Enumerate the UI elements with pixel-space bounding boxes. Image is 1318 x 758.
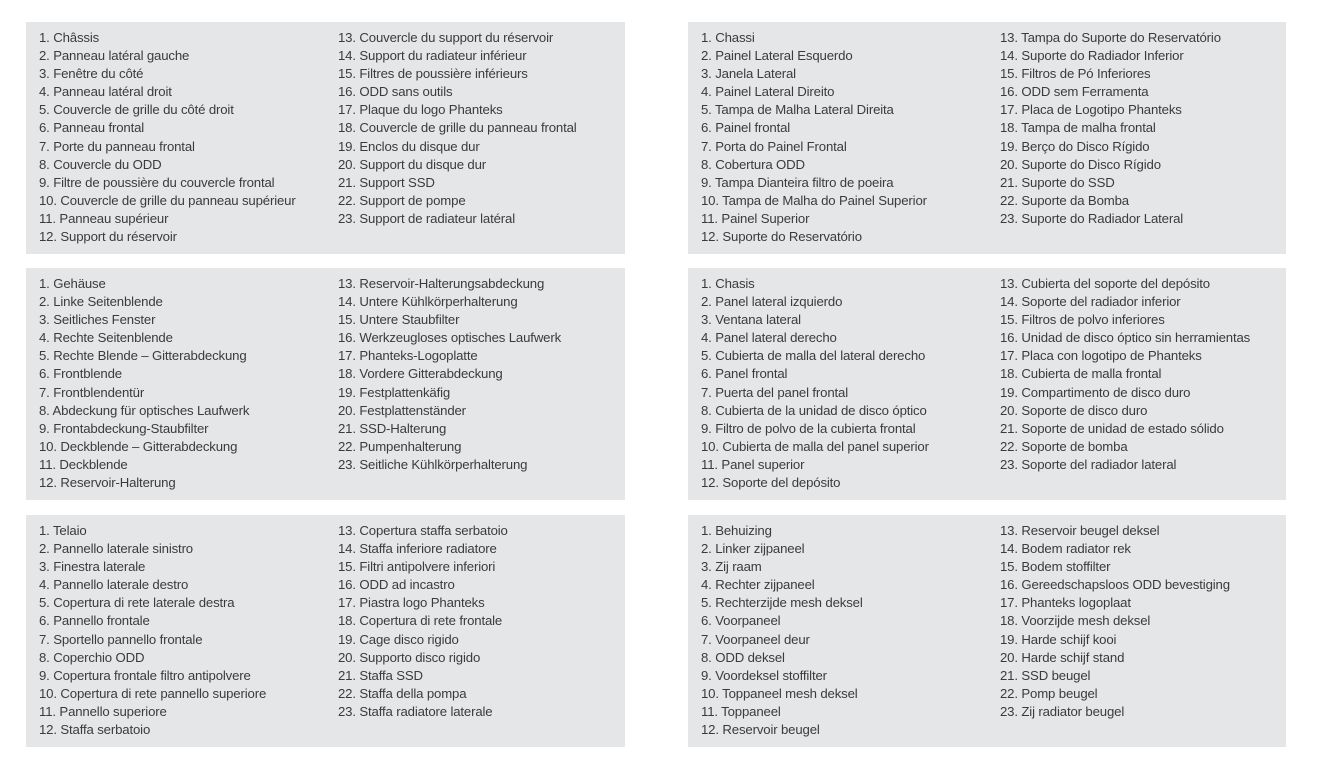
parts-list-dutch-13-23: [1000, 522, 1282, 721]
parts-panel-french: [26, 22, 625, 254]
parts-list-item: 16. ODD ad incastro: [338, 577, 455, 593]
parts-list-item: 19. Berço do Disco Rígido: [1000, 138, 1150, 154]
parts-list-item: 17. Phanteks logoplaat: [1000, 595, 1131, 611]
parts-panel-italian: [26, 515, 625, 747]
parts-list-item: 8. Couvercle du ODD: [39, 156, 162, 172]
parts-list-item: 16. Gereedschapsloos ODD bevestiging: [1000, 577, 1230, 593]
parts-list-item: 2. Pannello laterale sinistro: [39, 541, 193, 557]
parts-list-item: 11. Pannello superiore: [39, 703, 167, 719]
parts-list-item: 20. Suporte do Disco Rígido: [1000, 156, 1161, 172]
parts-list-item: 16. ODD sans outils: [338, 84, 453, 100]
parts-list-item: 1. Chassi: [701, 30, 755, 45]
parts-list-item: 12. Staffa serbatoio: [39, 722, 151, 738]
parts-list-item: 9. Filtre de poussière du couvercle frontal: [39, 174, 275, 190]
parts-list-item: 5. Rechte Blende – Gitterabdeckung: [39, 348, 247, 364]
parts-list-item: 21. Suporte do SSD: [1000, 174, 1115, 190]
parts-list-item: 1. Châssis: [39, 30, 100, 45]
parts-list-item: 14. Suporte do Radiador Inferior: [1000, 48, 1184, 64]
parts-list-french-13-23: [338, 29, 621, 228]
parts-list-item: 21. SSD-Halterung: [338, 420, 447, 436]
parts-list-item: 13. Copertura staffa serbatoio: [338, 523, 508, 538]
parts-list-item: 7. Porte du panneau frontal: [39, 138, 195, 154]
parts-list-item: 7. Voorpaneel deur: [701, 631, 810, 647]
parts-list-item: 11. Panneau supérieur: [39, 210, 169, 226]
parts-list-item: 5. Copertura di rete laterale destra: [39, 595, 235, 611]
parts-list-item: 11. Toppaneel: [701, 703, 781, 719]
parts-list-item: 1. Gehäuse: [39, 276, 106, 291]
parts-list-item: 8. ODD deksel: [701, 649, 785, 665]
parts-list-item: 10. Tampa de Malha do Painel Superior: [701, 192, 927, 208]
parts-list-item: 5. Cubierta de malla del lateral derecho: [701, 348, 926, 364]
parts-list-item: 14. Bodem radiator rek: [1000, 541, 1131, 557]
parts-list-item: 23. Support de radiateur latéral: [338, 210, 516, 226]
parts-list-item: 13. Tampa do Suporte do Reservatório: [1000, 30, 1221, 45]
parts-list-item: 8. Cubierta de la unidad de disco óptico: [701, 402, 927, 418]
parts-list-item: 20. Harde schijf stand: [1000, 649, 1125, 665]
parts-list-item: 10. Deckblende – Gitterabdeckung: [39, 438, 238, 454]
parts-list-item: 14. Untere Kühlkörperhalterung: [338, 294, 518, 310]
parts-list-item: 23. Soporte del radiador lateral: [1000, 456, 1177, 472]
parts-list-item: 5. Couvercle de grille du côté droit: [39, 102, 234, 118]
parts-list-item: 14. Staffa inferiore radiatore: [338, 541, 497, 557]
parts-list-item: 7. Puerta del panel frontal: [701, 384, 848, 400]
parts-list-item: 12. Soporte del depósito: [701, 475, 841, 491]
parts-list-item: 4. Panneau latéral droit: [39, 84, 172, 100]
parts-list-item: 3. Fenêtre du côté: [39, 66, 144, 82]
parts-list-item: 9. Filtro de polvo de la cubierta frontal: [701, 420, 916, 436]
parts-list-item: 14. Soporte del radiador inferior: [1000, 294, 1181, 310]
parts-panel-dutch: [688, 515, 1286, 747]
parts-panel-spanish: [688, 268, 1286, 500]
parts-list-item: 12. Reservoir beugel: [701, 722, 820, 738]
parts-list-item: 22. Pumpenhalterung: [338, 438, 462, 454]
parts-list-german-1-12: [39, 275, 338, 492]
parts-list-item: 18. Voorzijde mesh deksel: [1000, 613, 1151, 629]
parts-list-item: 3. Zij raam: [701, 559, 762, 575]
parts-list-item: 20. Soporte de disco duro: [1000, 402, 1148, 418]
parts-list-item: 19. Cage disco rigido: [338, 631, 459, 647]
parts-list-item: 16. Werkzeugloses optisches Laufwerk: [338, 330, 562, 346]
parts-list-item: 9. Frontabdeckung-Staubfilter: [39, 420, 209, 436]
parts-list-item: 19. Enclos du disque dur: [338, 138, 480, 154]
parts-list-spanish-1-12: [701, 275, 1000, 492]
parts-list-item: 17. Placa con logotipo de Phanteks: [1000, 348, 1202, 364]
parts-list-item: 3. Janela Lateral: [701, 66, 796, 82]
parts-list-item: 3. Seitliches Fenster: [39, 312, 156, 328]
parts-list-item: 1. Telaio: [39, 523, 87, 538]
parts-list-item: 22. Staffa della pompa: [338, 685, 467, 701]
parts-list-item: 23. Seitliche Kühlkörperhalterung: [338, 456, 528, 472]
parts-list-item: 5. Rechterzijde mesh deksel: [701, 595, 863, 611]
parts-list-item: 8. Coperchio ODD: [39, 649, 145, 665]
parts-list-item: 2. Linker zijpaneel: [701, 541, 805, 557]
parts-list-item: 22. Soporte de bomba: [1000, 438, 1128, 454]
parts-list-german-13-23: [338, 275, 621, 474]
parts-list-item: 13. Reservoir-Halterungsabdeckung: [338, 276, 545, 291]
parts-panel-german: [26, 268, 625, 500]
parts-list-item: 18. Copertura di rete frontale: [338, 613, 503, 629]
parts-list-item: 4. Panel lateral derecho: [701, 330, 837, 346]
parts-list-item: 4. Rechte Seitenblende: [39, 330, 173, 346]
parts-list-item: 17. Piastra logo Phanteks: [338, 595, 485, 611]
parts-list-item: 15. Filtri antipolvere inferiori: [338, 559, 496, 575]
parts-list-item: 7. Sportello pannello frontale: [39, 631, 203, 647]
parts-list-item: 3. Finestra laterale: [39, 559, 146, 575]
parts-list-item: 19. Festplattenkäfig: [338, 384, 451, 400]
parts-list-item: 14. Support du radiateur inférieur: [338, 48, 527, 64]
parts-list-item: 10. Toppaneel mesh deksel: [701, 685, 858, 701]
parts-list-item: 20. Supporto disco rigido: [338, 649, 481, 665]
parts-list-item: 1. Chasis: [701, 276, 755, 291]
parts-panel-portuguese: [688, 22, 1286, 254]
parts-list-item: 22. Support de pompe: [338, 192, 466, 208]
parts-list-item: 15. Filtros de Pó Inferiores: [1000, 66, 1151, 82]
parts-list-item: 2. Linke Seitenblende: [39, 294, 163, 310]
parts-list-item: 20. Support du disque dur: [338, 156, 487, 172]
parts-list-item: 6. Panel frontal: [701, 366, 788, 382]
parts-list-item: 2. Painel Lateral Esquerdo: [701, 48, 853, 64]
parts-list-item: 6. Pannello frontale: [39, 613, 150, 629]
parts-list-item: 15. Filtros de polvo inferiores: [1000, 312, 1165, 328]
parts-list-item: 17. Placa de Logotipo Phanteks: [1000, 102, 1182, 118]
parts-list-item: 1. Behuizing: [701, 523, 772, 538]
parts-list-item: 23. Staffa radiatore laterale: [338, 703, 493, 719]
parts-list-item: 23. Suporte do Radiador Lateral: [1000, 210, 1184, 226]
parts-list-item: 18. Cubierta de malla frontal: [1000, 366, 1162, 382]
parts-list-item: 13. Reservoir beugel deksel: [1000, 523, 1160, 538]
parts-list-item: 12. Support du réservoir: [39, 229, 177, 245]
parts-list-item: 15. Filtres de poussière inférieurs: [338, 66, 528, 82]
parts-list-item: 23. Zij radiator beugel: [1000, 703, 1125, 719]
parts-list-item: 6. Voorpaneel: [701, 613, 781, 629]
parts-list-item: 12. Suporte do Reservatório: [701, 229, 862, 245]
parts-list-dutch-1-12: [701, 522, 1000, 739]
parts-list-item: 5. Tampa de Malha Lateral Direita: [701, 102, 894, 118]
parts-list-item: 4. Rechter zijpaneel: [701, 577, 815, 593]
parts-list-french-1-12: [39, 29, 338, 246]
parts-list-portuguese-13-23: [1000, 29, 1282, 228]
parts-list-item: 21. Support SSD: [338, 174, 435, 190]
parts-list-item: 16. ODD sem Ferramenta: [1000, 84, 1149, 100]
parts-list-item: 9. Copertura frontale filtro antipolvere: [39, 667, 251, 683]
parts-list-item: 2. Panel lateral izquierdo: [701, 294, 843, 310]
parts-list-item: 11. Deckblende: [39, 456, 128, 472]
parts-list-italian-1-12: [39, 522, 338, 739]
parts-list-item: 9. Tampa Dianteira filtro de poeira: [701, 174, 894, 190]
parts-list-item: 21. Staffa SSD: [338, 667, 423, 683]
parts-list-item: 15. Bodem stoffilter: [1000, 559, 1111, 575]
parts-list-item: 21. SSD beugel: [1000, 667, 1091, 683]
parts-list-italian-13-23: [338, 522, 621, 721]
parts-list-item: 6. Frontblende: [39, 366, 122, 382]
parts-list-item: 18. Vordere Gitterabdeckung: [338, 366, 503, 382]
parts-list-item: 19. Compartimento de disco duro: [1000, 384, 1191, 400]
parts-list-item: 18. Tampa de malha frontal: [1000, 120, 1156, 136]
parts-list-item: 22. Pomp beugel: [1000, 685, 1098, 701]
parts-list-item: 2. Panneau latéral gauche: [39, 48, 190, 64]
parts-list-item: 17. Phanteks-Logoplatte: [338, 348, 478, 364]
parts-list-spanish-13-23: [1000, 275, 1282, 474]
parts-list-item: 19. Harde schijf kooi: [1000, 631, 1117, 647]
parts-list-item: 11. Painel Superior: [701, 210, 810, 226]
parts-list-item: 13. Couvercle du support du réservoir: [338, 30, 554, 45]
parts-list-item: 8. Abdeckung für optisches Laufwerk: [39, 402, 250, 418]
parts-list-item: 10. Copertura di rete pannello superiore: [39, 685, 267, 701]
parts-list-item: 16. Unidad de disco óptico sin herramientas: [1000, 330, 1251, 346]
parts-list-item: 7. Frontblendentür: [39, 384, 145, 400]
parts-list-item: 9. Voordeksel stoffilter: [701, 667, 827, 683]
parts-list-item: 18. Couvercle de grille du panneau frontal: [338, 120, 577, 136]
parts-list-item: 11. Panel superior: [701, 456, 805, 472]
parts-list-item: 21. Soporte de unidad de estado sólido: [1000, 420, 1224, 436]
parts-list-item: 17. Plaque du logo Phanteks: [338, 102, 503, 118]
parts-list-item: 13. Cubierta del soporte del depósito: [1000, 276, 1210, 291]
parts-list-item: 4. Painel Lateral Direito: [701, 84, 835, 100]
parts-list-item: 4. Pannello laterale destro: [39, 577, 189, 593]
parts-list-item: 22. Suporte da Bomba: [1000, 192, 1129, 208]
parts-list-item: 6. Panneau frontal: [39, 120, 145, 136]
parts-list-portuguese-1-12: [701, 29, 1000, 246]
parts-list-item: 8. Cobertura ODD: [701, 156, 805, 172]
parts-list-item: 12. Reservoir-Halterung: [39, 475, 176, 491]
parts-list-item: 20. Festplattenständer: [338, 402, 466, 418]
parts-list-item: 10. Couvercle de grille du panneau supérieur: [39, 192, 296, 208]
parts-list-item: 15. Untere Staubfilter: [338, 312, 460, 328]
parts-list-item: 10. Cubierta de malla del panel superior: [701, 438, 929, 454]
parts-list-item: 6. Painel frontal: [701, 120, 791, 136]
parts-list-item: 7. Porta do Painel Frontal: [701, 138, 847, 154]
parts-list-item: 3. Ventana lateral: [701, 312, 801, 328]
